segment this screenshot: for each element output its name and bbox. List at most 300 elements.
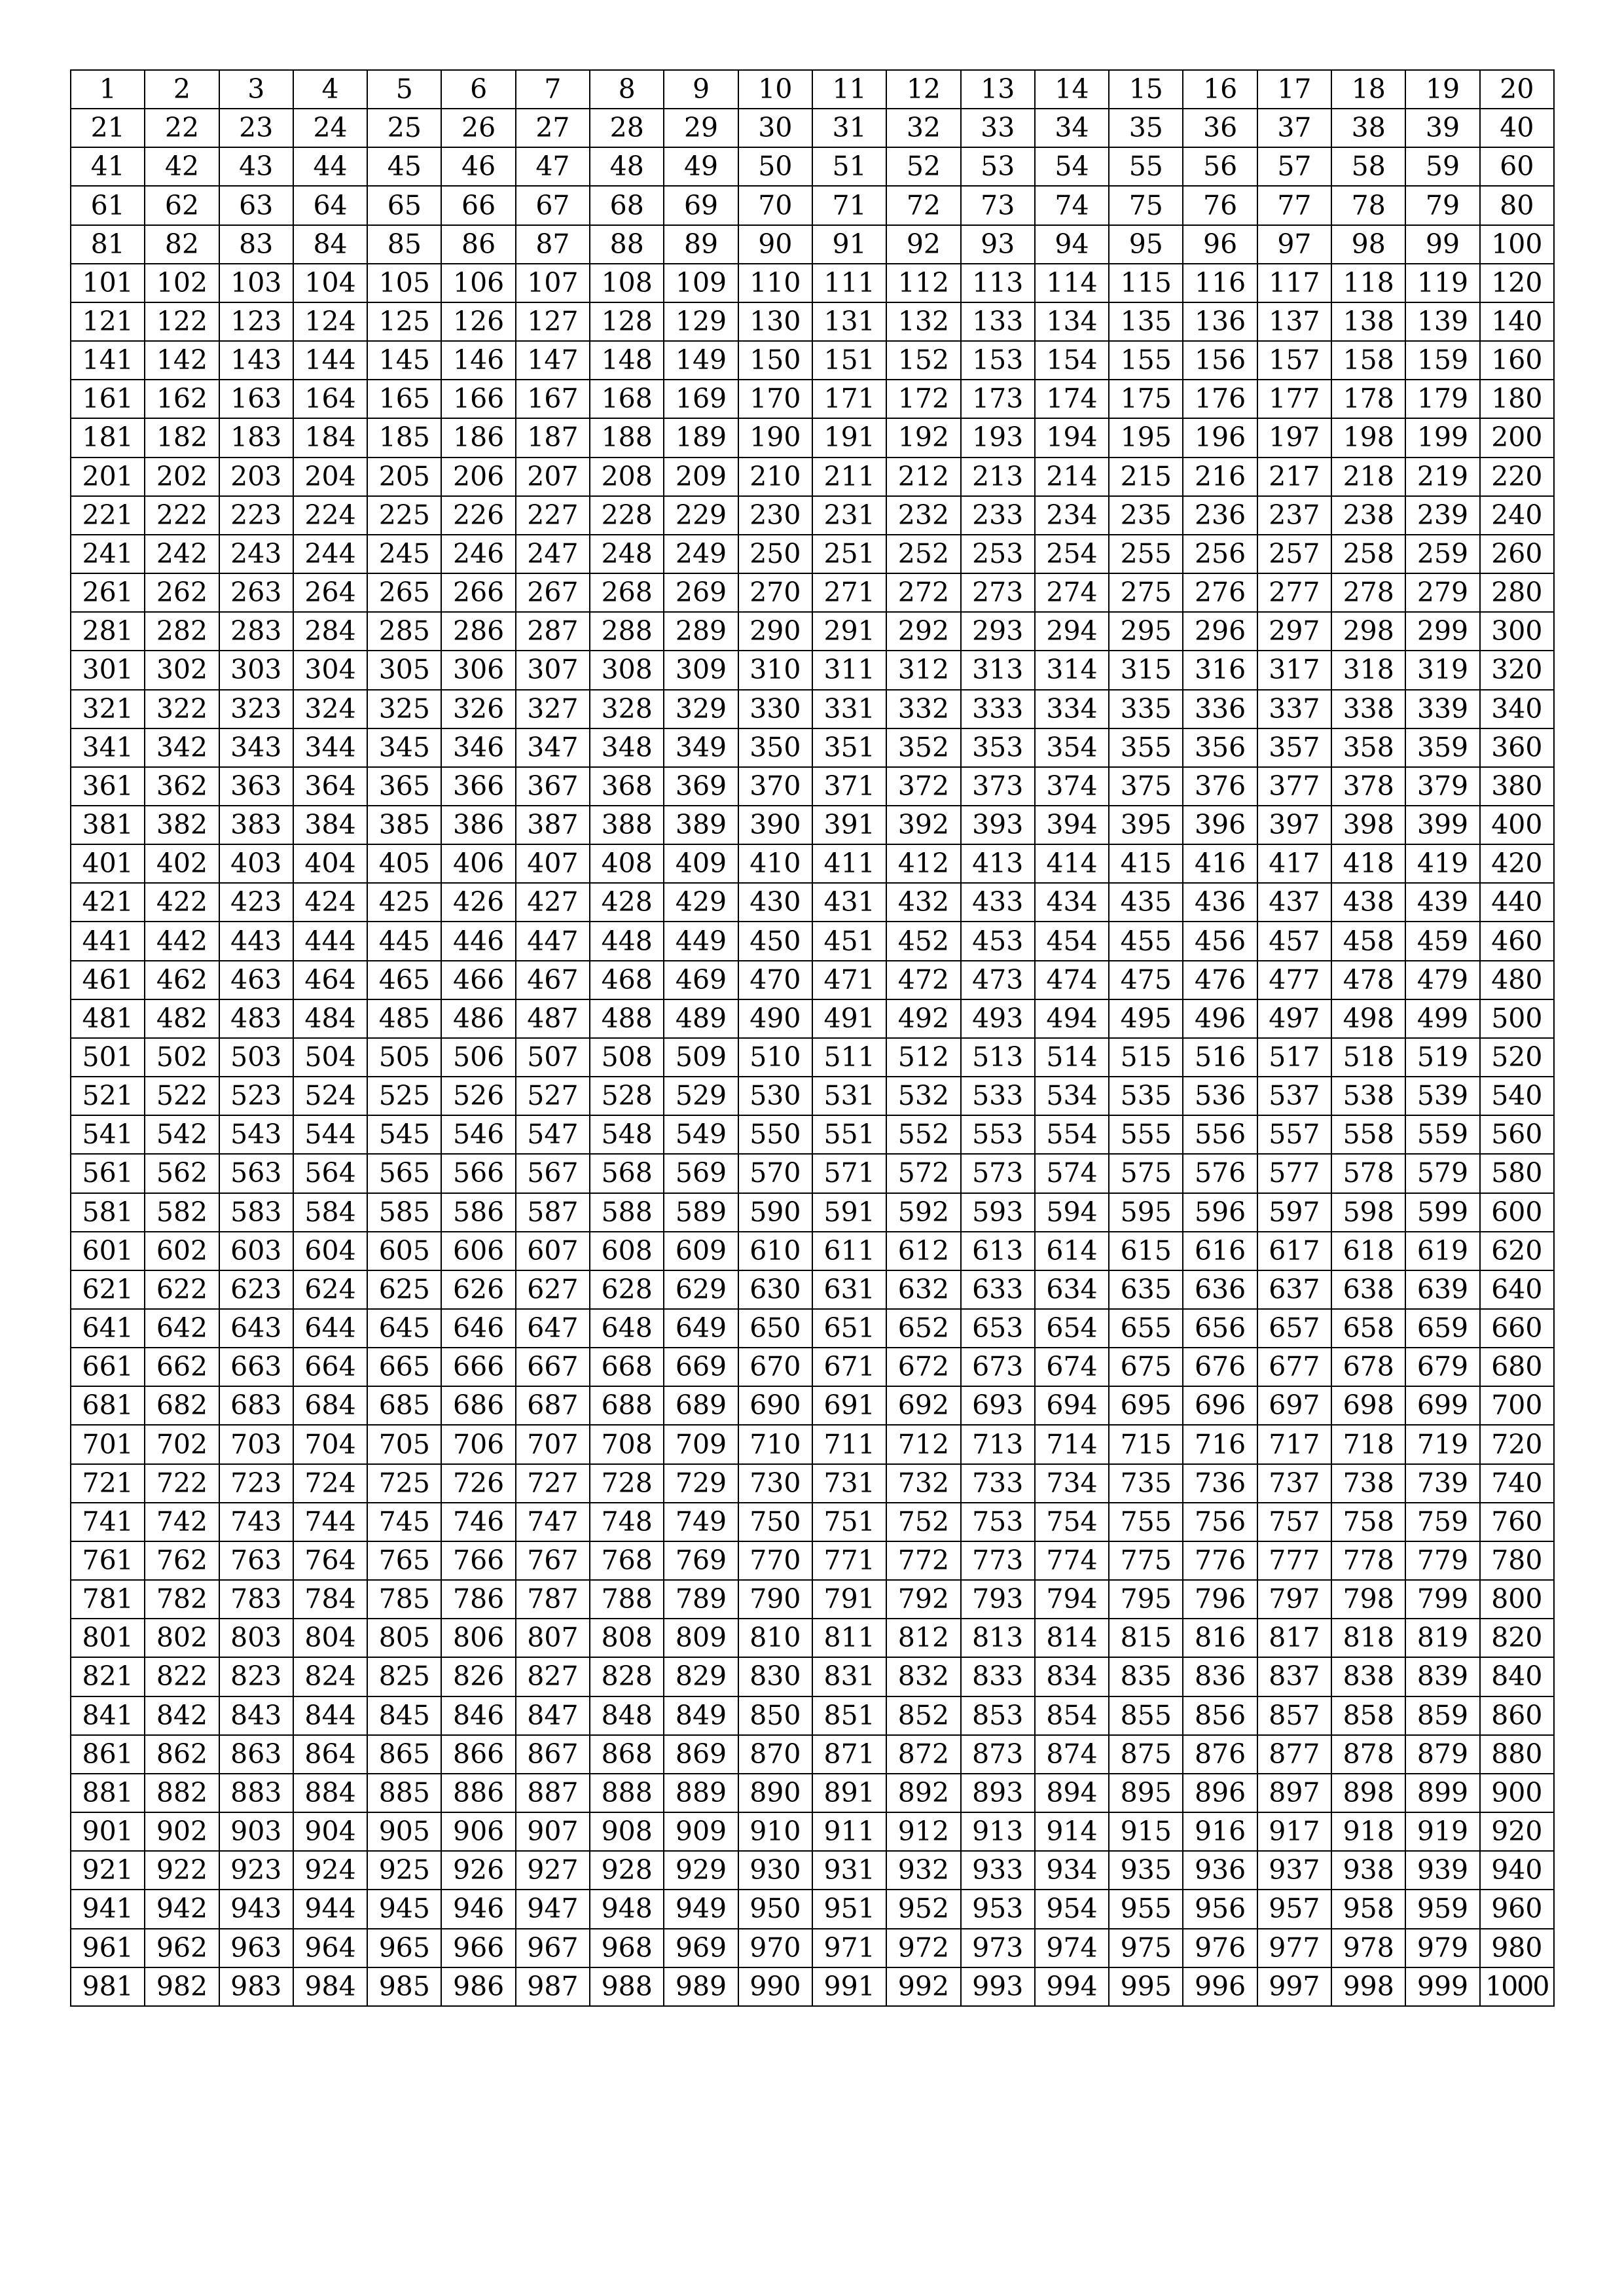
grid-cell: 415 — [1109, 844, 1183, 883]
grid-cell: 876 — [1183, 1735, 1257, 1774]
grid-cell: 793 — [961, 1580, 1035, 1619]
grid-cell: 631 — [812, 1270, 886, 1309]
grid-cell: 434 — [1035, 883, 1109, 922]
grid-row — [71, 1580, 1554, 1619]
grid-cell: 878 — [1331, 1735, 1405, 1774]
grid-cell: 7 — [516, 70, 590, 109]
grid-cell: 529 — [664, 1077, 738, 1115]
grid-cell: 728 — [590, 1464, 664, 1503]
grid-cell: 666 — [441, 1348, 515, 1386]
grid-cell: 832 — [886, 1657, 960, 1696]
grid-cell: 900 — [1480, 1774, 1554, 1812]
grid-cell: 30 — [738, 109, 812, 147]
grid-cell: 107 — [516, 264, 590, 302]
grid-cell: 446 — [441, 922, 515, 960]
grid-cell: 428 — [590, 883, 664, 922]
grid-cell: 343 — [219, 728, 293, 767]
grid-cell: 440 — [1480, 883, 1554, 922]
grid-cell: 175 — [1109, 380, 1183, 418]
grid-cell: 589 — [664, 1193, 738, 1232]
grid-row — [71, 573, 1554, 612]
grid-cell: 403 — [219, 844, 293, 883]
grid-cell: 662 — [145, 1348, 219, 1386]
grid-cell: 889 — [664, 1774, 738, 1812]
grid-cell: 292 — [886, 612, 960, 651]
grid-cell: 82 — [145, 225, 219, 264]
grid-cell: 896 — [1183, 1774, 1257, 1812]
grid-cell: 316 — [1183, 651, 1257, 689]
grid-cell: 692 — [886, 1386, 960, 1425]
grid-cell: 726 — [441, 1464, 515, 1503]
grid-cell: 170 — [738, 380, 812, 418]
grid-cell: 444 — [293, 922, 367, 960]
grid-cell: 753 — [961, 1503, 1035, 1541]
grid-cell: 76 — [1183, 186, 1257, 224]
grid-cell: 476 — [1183, 961, 1257, 999]
grid-cell: 642 — [145, 1309, 219, 1348]
grid-cell: 9 — [664, 70, 738, 109]
grid-cell: 837 — [1257, 1657, 1331, 1696]
grid-cell: 307 — [516, 651, 590, 689]
grid-cell: 160 — [1480, 341, 1554, 380]
grid-cell: 869 — [664, 1735, 738, 1774]
grid-cell: 93 — [961, 225, 1035, 264]
grid-cell: 552 — [886, 1115, 960, 1154]
grid-cell: 931 — [812, 1851, 886, 1890]
grid-cell: 36 — [1183, 109, 1257, 147]
grid-cell: 838 — [1331, 1657, 1405, 1696]
grid-cell: 447 — [516, 922, 590, 960]
grid-cell: 148 — [590, 341, 664, 380]
grid-cell: 443 — [219, 922, 293, 960]
grid-cell: 763 — [219, 1541, 293, 1580]
grid-cell: 668 — [590, 1348, 664, 1386]
grid-cell: 224 — [293, 496, 367, 535]
grid-cell: 789 — [664, 1580, 738, 1619]
grid-cell: 73 — [961, 186, 1035, 224]
grid-cell: 777 — [1257, 1541, 1331, 1580]
grid-cell: 406 — [441, 844, 515, 883]
grid-cell: 636 — [1183, 1270, 1257, 1309]
grid-cell: 835 — [1109, 1657, 1183, 1696]
grid-cell: 197 — [1257, 418, 1331, 457]
grid-cell: 811 — [812, 1619, 886, 1657]
grid-cell: 778 — [1331, 1541, 1405, 1580]
grid-cell: 207 — [516, 457, 590, 496]
grid-cell: 169 — [664, 380, 738, 418]
grid-cell: 693 — [961, 1386, 1035, 1425]
grid-cell: 984 — [293, 1967, 367, 2006]
grid-cell: 994 — [1035, 1967, 1109, 2006]
grid-cell: 65 — [367, 186, 441, 224]
grid-row — [71, 1193, 1554, 1232]
grid-cell: 120 — [1480, 264, 1554, 302]
grid-cell: 608 — [590, 1232, 664, 1270]
grid-cell: 653 — [961, 1309, 1035, 1348]
grid-row — [71, 1851, 1554, 1890]
grid-cell: 432 — [886, 883, 960, 922]
grid-cell: 974 — [1035, 1929, 1109, 1967]
grid-row — [71, 1503, 1554, 1541]
grid-cell: 305 — [367, 651, 441, 689]
grid-cell: 595 — [1109, 1193, 1183, 1232]
grid-cell: 123 — [219, 302, 293, 341]
grid-cell: 431 — [812, 883, 886, 922]
grid-cell: 660 — [1480, 1309, 1554, 1348]
grid-cell: 708 — [590, 1425, 664, 1463]
grid-cell: 203 — [219, 457, 293, 496]
grid-cell: 689 — [664, 1386, 738, 1425]
grid-cell: 798 — [1331, 1580, 1405, 1619]
grid-cell: 121 — [71, 302, 145, 341]
grid-cell: 576 — [1183, 1154, 1257, 1193]
grid-cell: 215 — [1109, 457, 1183, 496]
grid-cell: 420 — [1480, 844, 1554, 883]
grid-cell: 323 — [219, 690, 293, 728]
grid-cell: 276 — [1183, 573, 1257, 612]
grid-cell: 163 — [219, 380, 293, 418]
grid-cell: 712 — [886, 1425, 960, 1463]
grid-cell: 131 — [812, 302, 886, 341]
grid-cell: 845 — [367, 1696, 441, 1735]
grid-cell: 586 — [441, 1193, 515, 1232]
grid-cell: 862 — [145, 1735, 219, 1774]
grid-cell: 501 — [71, 1038, 145, 1077]
grid-cell: 663 — [219, 1348, 293, 1386]
grid-cell: 757 — [1257, 1503, 1331, 1541]
grid-cell: 644 — [293, 1309, 367, 1348]
grid-cell: 26 — [441, 109, 515, 147]
grid-cell: 564 — [293, 1154, 367, 1193]
grid-cell: 354 — [1035, 728, 1109, 767]
grid-cell: 261 — [71, 573, 145, 612]
grid-cell: 66 — [441, 186, 515, 224]
grid-cell: 583 — [219, 1193, 293, 1232]
grid-cell: 750 — [738, 1503, 812, 1541]
grid-cell: 234 — [1035, 496, 1109, 535]
grid-cell: 19 — [1405, 70, 1479, 109]
grid-cell: 53 — [961, 147, 1035, 186]
grid-cell: 534 — [1035, 1077, 1109, 1115]
grid-cell: 507 — [516, 1038, 590, 1077]
grid-cell: 884 — [293, 1774, 367, 1812]
grid-cell: 277 — [1257, 573, 1331, 612]
grid-cell: 574 — [1035, 1154, 1109, 1193]
grid-cell: 504 — [293, 1038, 367, 1077]
grid-cell: 384 — [293, 806, 367, 844]
grid-cell: 317 — [1257, 651, 1331, 689]
grid-cell: 238 — [1331, 496, 1405, 535]
grid-cell: 216 — [1183, 457, 1257, 496]
grid-cell: 743 — [219, 1503, 293, 1541]
grid-row — [71, 1115, 1554, 1154]
grid-cell: 498 — [1331, 999, 1405, 1038]
grid-cell: 698 — [1331, 1386, 1405, 1425]
grid-cell: 891 — [812, 1774, 886, 1812]
grid-cell: 846 — [441, 1696, 515, 1735]
grid-cell: 3 — [219, 70, 293, 109]
grid-row — [71, 1348, 1554, 1386]
grid-cell: 206 — [441, 457, 515, 496]
grid-cell: 941 — [71, 1890, 145, 1928]
grid-cell: 863 — [219, 1735, 293, 1774]
grid-cell: 582 — [145, 1193, 219, 1232]
grid-cell: 287 — [516, 612, 590, 651]
grid-cell: 59 — [1405, 147, 1479, 186]
grid-cell: 868 — [590, 1735, 664, 1774]
grid-cell: 248 — [590, 535, 664, 573]
grid-cell: 128 — [590, 302, 664, 341]
grid-cell: 50 — [738, 147, 812, 186]
grid-cell: 309 — [664, 651, 738, 689]
grid-cell: 897 — [1257, 1774, 1331, 1812]
grid-cell: 327 — [516, 690, 590, 728]
grid-cell: 25 — [367, 109, 441, 147]
grid-cell: 723 — [219, 1464, 293, 1503]
grid-cell: 718 — [1331, 1425, 1405, 1463]
grid-cell: 531 — [812, 1077, 886, 1115]
grid-cell: 497 — [1257, 999, 1331, 1038]
grid-cell: 425 — [367, 883, 441, 922]
grid-cell: 937 — [1257, 1851, 1331, 1890]
grid-cell: 318 — [1331, 651, 1405, 689]
grid-cell: 274 — [1035, 573, 1109, 612]
grid-cell: 946 — [441, 1890, 515, 1928]
grid-cell: 227 — [516, 496, 590, 535]
grid-cell: 450 — [738, 922, 812, 960]
grid-cell: 265 — [367, 573, 441, 612]
grid-cell: 506 — [441, 1038, 515, 1077]
grid-cell: 748 — [590, 1503, 664, 1541]
grid-cell: 400 — [1480, 806, 1554, 844]
grid-cell: 706 — [441, 1425, 515, 1463]
grid-cell: 392 — [886, 806, 960, 844]
grid-cell: 272 — [886, 573, 960, 612]
grid-cell: 103 — [219, 264, 293, 302]
grid-cell: 220 — [1480, 457, 1554, 496]
grid-cell: 870 — [738, 1735, 812, 1774]
grid-cell: 938 — [1331, 1851, 1405, 1890]
grid-cell: 4 — [293, 70, 367, 109]
grid-cell: 233 — [961, 496, 1035, 535]
grid-cell: 979 — [1405, 1929, 1479, 1967]
grid-cell: 293 — [961, 612, 1035, 651]
grid-cell: 969 — [664, 1929, 738, 1967]
grid-cell: 263 — [219, 573, 293, 612]
grid-cell: 767 — [516, 1541, 590, 1580]
grid-cell: 661 — [71, 1348, 145, 1386]
grid-cell: 848 — [590, 1696, 664, 1735]
grid-cell: 685 — [367, 1386, 441, 1425]
grid-cell: 686 — [441, 1386, 515, 1425]
grid-cell: 664 — [293, 1348, 367, 1386]
grid-cell: 110 — [738, 264, 812, 302]
grid-cell: 602 — [145, 1232, 219, 1270]
grid-cell: 805 — [367, 1619, 441, 1657]
grid-cell: 682 — [145, 1386, 219, 1425]
grid-cell: 336 — [1183, 690, 1257, 728]
grid-cell: 451 — [812, 922, 886, 960]
grid-cell: 588 — [590, 1193, 664, 1232]
grid-cell: 740 — [1480, 1464, 1554, 1503]
grid-cell: 74 — [1035, 186, 1109, 224]
grid-row — [71, 1619, 1554, 1657]
grid-cell: 470 — [738, 961, 812, 999]
grid-cell: 223 — [219, 496, 293, 535]
grid-cell: 401 — [71, 844, 145, 883]
grid-cell: 344 — [293, 728, 367, 767]
grid-row — [71, 999, 1554, 1038]
grid-cell: 430 — [738, 883, 812, 922]
grid-cell: 645 — [367, 1309, 441, 1348]
grid-cell: 141 — [71, 341, 145, 380]
grid-cell: 744 — [293, 1503, 367, 1541]
grid-cell: 180 — [1480, 380, 1554, 418]
grid-cell: 760 — [1480, 1503, 1554, 1541]
grid-cell: 749 — [664, 1503, 738, 1541]
grid-cell: 942 — [145, 1890, 219, 1928]
grid-cell: 92 — [886, 225, 960, 264]
grid-cell: 755 — [1109, 1503, 1183, 1541]
grid-cell: 471 — [812, 961, 886, 999]
grid-cell: 221 — [71, 496, 145, 535]
grid-cell: 72 — [886, 186, 960, 224]
grid-cell: 980 — [1480, 1929, 1554, 1967]
grid-cell: 555 — [1109, 1115, 1183, 1154]
grid-cell: 390 — [738, 806, 812, 844]
grid-cell: 508 — [590, 1038, 664, 1077]
grid-cell: 806 — [441, 1619, 515, 1657]
grid-cell: 888 — [590, 1774, 664, 1812]
grid-cell: 300 — [1480, 612, 1554, 651]
grid-cell: 359 — [1405, 728, 1479, 767]
grid-cell: 333 — [961, 690, 1035, 728]
grid-cell: 547 — [516, 1115, 590, 1154]
grid-cell: 43 — [219, 147, 293, 186]
grid-cell: 297 — [1257, 612, 1331, 651]
grid-cell: 739 — [1405, 1464, 1479, 1503]
grid-cell: 914 — [1035, 1812, 1109, 1851]
grid-cell: 237 — [1257, 496, 1331, 535]
grid-cell: 518 — [1331, 1038, 1405, 1077]
grid-cell: 604 — [293, 1232, 367, 1270]
grid-cell: 971 — [812, 1929, 886, 1967]
grid-cell: 784 — [293, 1580, 367, 1619]
grid-cell: 210 — [738, 457, 812, 496]
grid-cell: 372 — [886, 767, 960, 806]
grid-cell: 94 — [1035, 225, 1109, 264]
grid-cell: 958 — [1331, 1890, 1405, 1928]
grid-cell: 151 — [812, 341, 886, 380]
grid-cell: 448 — [590, 922, 664, 960]
grid-cell: 459 — [1405, 922, 1479, 960]
grid-cell: 436 — [1183, 883, 1257, 922]
grid-cell: 290 — [738, 612, 812, 651]
grid-cell: 6 — [441, 70, 515, 109]
grid-cell: 893 — [961, 1774, 1035, 1812]
grid-cell: 404 — [293, 844, 367, 883]
grid-cell: 37 — [1257, 109, 1331, 147]
grid-cell: 766 — [441, 1541, 515, 1580]
grid-cell: 328 — [590, 690, 664, 728]
grid-cell: 56 — [1183, 147, 1257, 186]
grid-cell: 499 — [1405, 999, 1479, 1038]
grid-row — [71, 70, 1554, 109]
grid-cell: 502 — [145, 1038, 219, 1077]
grid-cell: 104 — [293, 264, 367, 302]
grid-cell: 108 — [590, 264, 664, 302]
grid-cell: 852 — [886, 1696, 960, 1735]
grid-cell: 268 — [590, 573, 664, 612]
grid-cell: 182 — [145, 418, 219, 457]
grid-cell: 590 — [738, 1193, 812, 1232]
grid-cell: 810 — [738, 1619, 812, 1657]
grid-cell: 606 — [441, 1232, 515, 1270]
grid-cell: 202 — [145, 457, 219, 496]
number-grid-body — [71, 70, 1554, 2006]
grid-cell: 781 — [71, 1580, 145, 1619]
grid-cell: 658 — [1331, 1309, 1405, 1348]
grid-cell: 133 — [961, 302, 1035, 341]
grid-cell: 813 — [961, 1619, 1035, 1657]
grid-cell: 388 — [590, 806, 664, 844]
grid-cell: 396 — [1183, 806, 1257, 844]
grid-cell: 294 — [1035, 612, 1109, 651]
grid-cell: 892 — [886, 1774, 960, 1812]
grid-cell: 427 — [516, 883, 590, 922]
grid-cell: 940 — [1480, 1851, 1554, 1890]
grid-cell: 45 — [367, 147, 441, 186]
grid-cell: 639 — [1405, 1270, 1479, 1309]
grid-cell: 785 — [367, 1580, 441, 1619]
grid-cell: 791 — [812, 1580, 886, 1619]
grid-cell: 368 — [590, 767, 664, 806]
grid-cell: 398 — [1331, 806, 1405, 844]
grid-cell: 75 — [1109, 186, 1183, 224]
grid-cell: 252 — [886, 535, 960, 573]
grid-cell: 571 — [812, 1154, 886, 1193]
grid-cell: 594 — [1035, 1193, 1109, 1232]
grid-cell: 684 — [293, 1386, 367, 1425]
grid-cell: 167 — [516, 380, 590, 418]
grid-cell: 469 — [664, 961, 738, 999]
grid-cell: 566 — [441, 1154, 515, 1193]
grid-cell: 727 — [516, 1464, 590, 1503]
grid-cell: 81 — [71, 225, 145, 264]
grid-cell: 761 — [71, 1541, 145, 1580]
grid-cell: 949 — [664, 1890, 738, 1928]
grid-cell: 267 — [516, 573, 590, 612]
grid-cell: 600 — [1480, 1193, 1554, 1232]
grid-cell: 596 — [1183, 1193, 1257, 1232]
grid-cell: 218 — [1331, 457, 1405, 496]
grid-cell: 814 — [1035, 1619, 1109, 1657]
grid-cell: 249 — [664, 535, 738, 573]
grid-cell: 209 — [664, 457, 738, 496]
grid-row — [71, 1270, 1554, 1309]
grid-cell: 513 — [961, 1038, 1035, 1077]
grid-cell: 132 — [886, 302, 960, 341]
grid-cell: 751 — [812, 1503, 886, 1541]
grid-cell: 965 — [367, 1929, 441, 1967]
grid-cell: 2 — [145, 70, 219, 109]
grid-cell: 71 — [812, 186, 886, 224]
grid-cell: 486 — [441, 999, 515, 1038]
grid-cell: 842 — [145, 1696, 219, 1735]
grid-cell: 955 — [1109, 1890, 1183, 1928]
grid-cell: 875 — [1109, 1735, 1183, 1774]
grid-cell: 1000 — [1480, 1967, 1554, 2006]
